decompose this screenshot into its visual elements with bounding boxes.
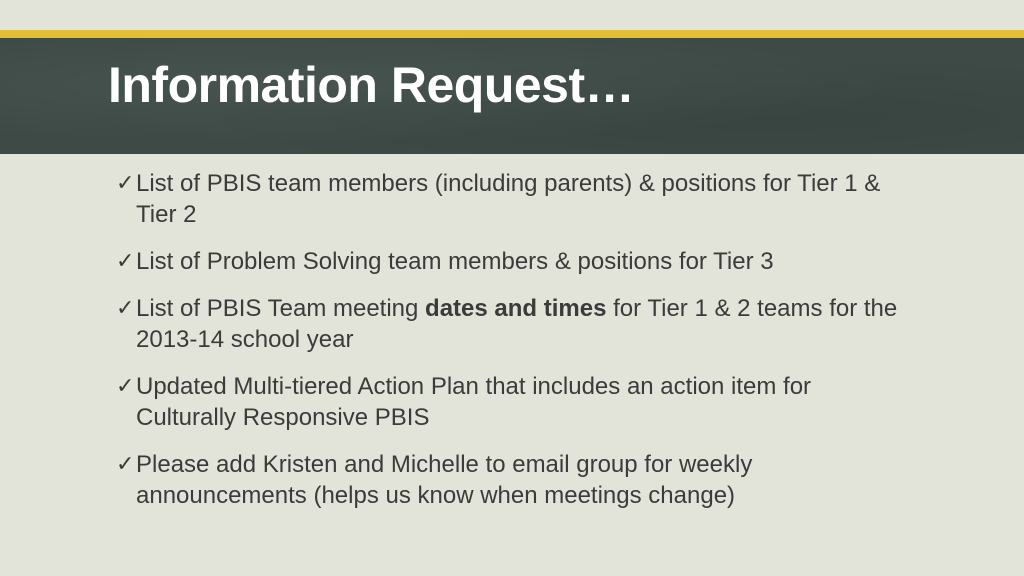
- bullet-item-email-group: [116, 449, 916, 511]
- bullet-list: [116, 168, 916, 527]
- slide-title: Information Request…: [108, 57, 635, 113]
- bullet-text-before: List of PBIS Team meeting: [136, 295, 426, 322]
- bullet-text: Please add Kristen and Michelle to email group for weekly announcements (helps us know when meetings change): [136, 451, 753, 509]
- bullet-item-action-plan: [116, 371, 916, 433]
- bullet-text: List of PBIS team members (including parents) & positions for Tier 1 & Tier 2: [136, 170, 881, 228]
- checkmark-icon: ✓: [116, 249, 135, 274]
- checkmark-icon: ✓: [116, 452, 135, 477]
- checkmark-icon: ✓: [116, 374, 135, 399]
- top-strip: [0, 0, 1024, 30]
- checkmark-icon: ✓: [116, 171, 135, 196]
- bullet-item-meeting-dates: [116, 293, 916, 355]
- checkmark-icon: ✓: [116, 296, 135, 321]
- bullet-text: Updated Multi-tiered Action Plan that includes an action item for Culturally Responsive PBIS: [136, 373, 812, 431]
- bullet-item-problem-solving: [116, 246, 916, 277]
- bullet-text-bold: dates and times: [425, 295, 607, 322]
- bullet-item-team-members: [116, 168, 916, 230]
- accent-bar: [0, 30, 1024, 38]
- bullet-text-after: for Tier 1 & 2 teams for the 2013-14 school year: [136, 295, 898, 353]
- bullet-text: List of Problem Solving team members & positions for Tier 3: [136, 248, 774, 275]
